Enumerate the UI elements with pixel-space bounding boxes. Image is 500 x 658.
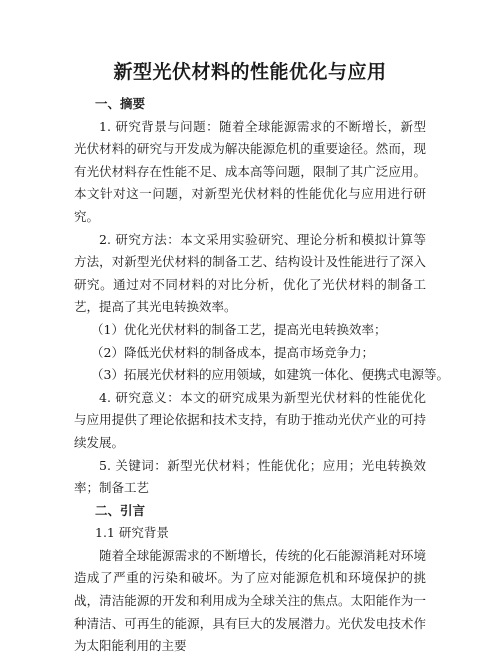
abstract-list-item: （1）优化光伏材料的制备工艺，提高光电转换效率；: [91, 321, 387, 337]
document-title: 新型光伏材料的性能优化与应用: [113, 61, 387, 83]
abstract-list-item: （3）拓展光伏材料的应用领域，如建筑一体化、便携式电源等。: [91, 367, 449, 383]
document-body: [74, 93, 449, 658]
abstract-list-item: （2）降低光伏材料的制备成本，提高市场竞争力；: [91, 344, 374, 360]
abstract-paragraph-methods: 2. 研究方法：本文采用实验研究、理论分析和模拟计算等方法，对新型光伏材料的制备工艺、结构设计及性能进行了深入研究。通过对不同材料的对比分析，优化了光伏材料的制备工艺，提高了其光电转换效率。: [74, 231, 426, 315]
abstract-paragraph-significance: 4. 研究意义：本文的研究成果为新型光伏材料的性能优化与应用提供了理论依据和技术支持，有助于推动光伏产业的可持续发展。: [74, 389, 426, 450]
abstract-heading: 一、摘要: [95, 96, 146, 111]
intro-subheading: 1.1 研究背景: [95, 525, 169, 541]
abstract-paragraph-keywords: 5. 关键词：新型光伏材料；性能优化；应用；光电转换效率；制备工艺: [74, 457, 426, 496]
intro-paragraph: 随着全球能源需求的不断增长，传统的化石能源消耗对环境造成了严重的污染和破坏。为了应对能源危机和环境保护的挑战，清洁能源的开发和利用成为全球关注的焦点。太阳能作为一种清洁、可再生的能源，具有巨大的发展潜力。光伏发电技术作为太阳能利用的主要: [74, 547, 426, 654]
abstract-paragraph-background: 1. 研究背景与问题：随着全球能源需求的不断增长，新型光伏材料的研究与开发成为解决能源危机的重要途径。然而，现有光伏材料存在性能不足、成本高等问题，限制了其广泛应用。本文针对这一问题，对新型光伏材料的性能优化与应用进行研究。: [74, 118, 426, 224]
intro-heading: 二、引言: [95, 502, 146, 518]
